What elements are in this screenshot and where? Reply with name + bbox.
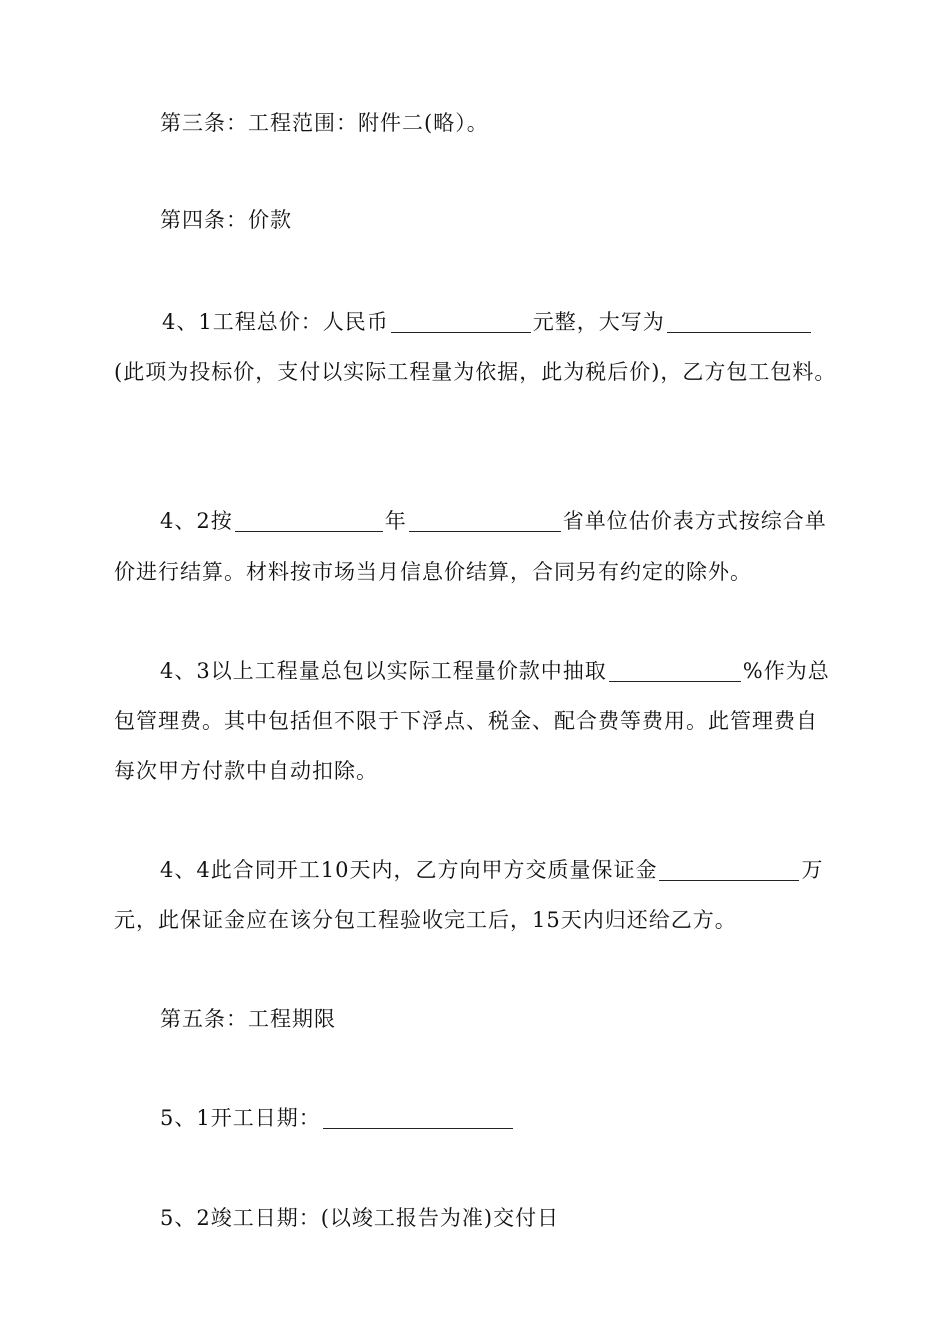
blank-total-price [391, 306, 531, 333]
clause-4-4-line-2 [114, 900, 950, 940]
clause-4-4-cont: 元，此保证金应在该分包工程验收完工后，15天内归还给乙方。 [114, 908, 737, 932]
article-5-heading-text: 第五条：工程期限 [160, 1007, 336, 1031]
blank-amount-in-words [667, 306, 811, 333]
article-4-heading [160, 200, 950, 240]
clause-4-3-line-3 [114, 751, 950, 791]
clause-4-2-line-2 [114, 552, 950, 592]
clause-4-2-rest: 省单位估价表方式按综合单 [562, 509, 827, 533]
clause-4-1-line-2 [114, 352, 950, 392]
article-3-text: 第三条：工程范围：附件二(略）。 [160, 111, 489, 135]
clause-4-3-label: 4、3以上工程量总包以实际工程量价款中抽取 [160, 659, 607, 683]
blank-province [409, 505, 561, 532]
article-3 [160, 103, 950, 143]
blank-management-fee-percent [609, 655, 741, 682]
clause-4-3-mid: %作为总 [742, 659, 830, 683]
clause-4-1-label: 4、1工程总价：人民币 [162, 310, 389, 334]
article-5-heading [160, 999, 950, 1039]
clause-4-1-line-1 [162, 302, 950, 342]
clause-4-2-line-1 [160, 501, 950, 541]
blank-deposit-amount [659, 854, 799, 881]
clause-4-2-cont: 价进行结算。材料按市场当月信息价结算，合同另有约定的除外。 [114, 560, 752, 584]
clause-4-3-end: 每次甲方付款中自动扣除。 [114, 759, 378, 783]
blank-start-date [323, 1102, 513, 1129]
article-4-heading-text: 第四条：价款 [160, 208, 292, 232]
clause-4-3-line-2 [114, 701, 950, 741]
clause-4-2-label: 4、2按 [160, 509, 233, 533]
clause-4-1-mid: 元整，大写为 [532, 310, 665, 334]
clause-5-2-text: 5、2竣工日期：(以竣工报告为准)交付日 [160, 1206, 560, 1230]
clause-4-4-line-1 [160, 850, 950, 890]
clause-4-4-label: 4、4此合同开工10天内，乙方向甲方交质量保证金 [160, 858, 658, 882]
clause-5-1 [160, 1098, 950, 1138]
clause-4-2-year: 年 [384, 509, 407, 533]
clause-4-4-unit: 万 [801, 858, 824, 882]
clause-5-2 [160, 1198, 950, 1238]
clause-4-3-line-1 [160, 651, 950, 691]
clause-4-1-note: (此项为投标价，支付以实际工程量为依据，此为税后价)，乙方包工包料。 [114, 360, 837, 384]
clause-4-3-cont: 包管理费。其中包括但不限于下浮点、税金、配合费等费用。此管理费自 [114, 709, 818, 733]
clause-5-1-label: 5、1开工日期： [160, 1106, 321, 1130]
blank-year [235, 505, 383, 532]
